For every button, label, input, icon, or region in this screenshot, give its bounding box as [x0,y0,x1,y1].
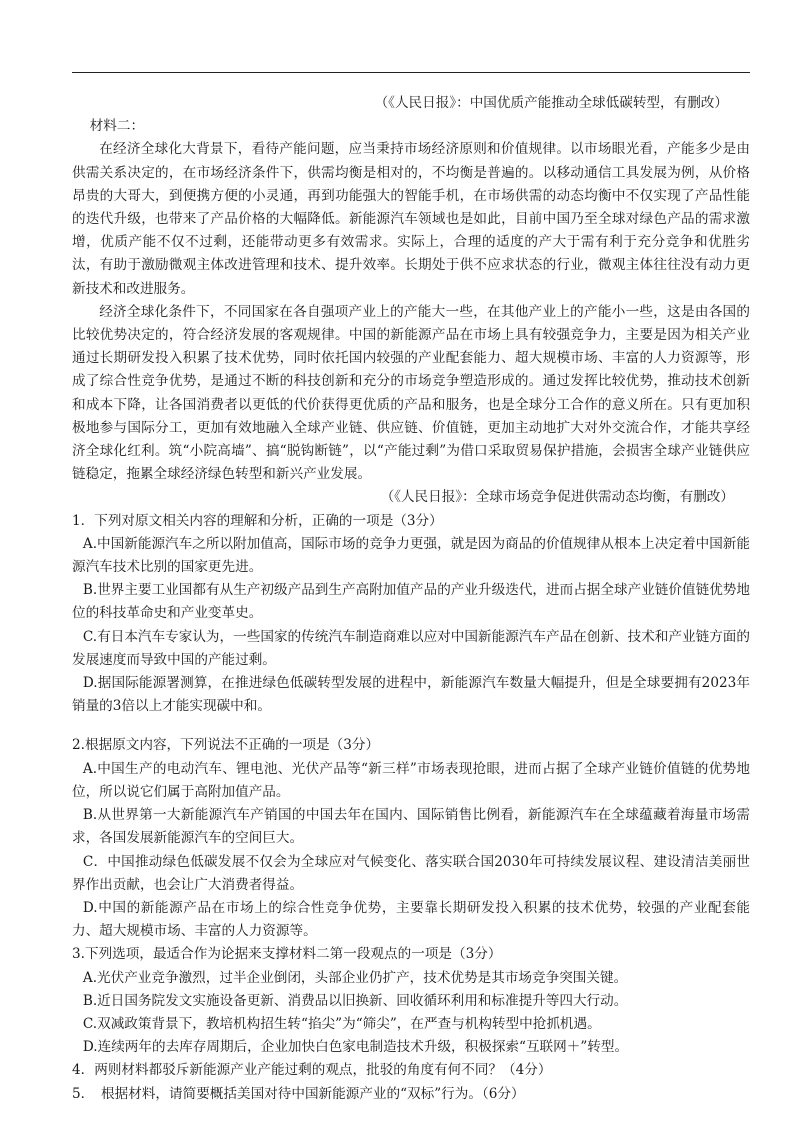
document-body [72,92,750,1106]
spacer [72,718,750,734]
material2-label: 材料二： [89,118,145,135]
question-1 [72,510,750,719]
header-rule [72,72,750,73]
option-a: A.中国新能源汽车之所以附加值高，国际市场的竞争力更强，就是因为商品的价值规律从根本上决定着中国新能源汽车技术比别的国家更先进。 [72,535,750,576]
source-citation-2: （《人民日报》：全球市场竞争促进供需动态均衡，有删改） [380,489,734,506]
option-c: C．中国推动绿色低碳发展不仅会为全球应对气候变化、落实联合国2030年可持续发展议程、建设清洁美丽世界作出贡献，也会让广大消费者得益。 [72,853,750,893]
option-d: D.连续两年的去库存周期后，企业加快白色家电制造技术升级，积极探索“互联网＋”转型。 [82,1039,629,1056]
question-4-stem: 4．两则材料都驳斥新能源产业产能过剩的观点，批驳的角度有何不同？（4分） [72,1062,552,1079]
question-2 [72,734,750,943]
option-d: D.中国的新能源产品在市场上的综合性竞争优势，主要靠长期研发投入积累的技术优势，较强的产业配套能力、超大规模市场、丰富的人力资源等。 [72,899,750,940]
option-a: A.中国生产的电动汽车、锂电池、光伏产品等“新三样”市场表现抢眼，进而占据了全球产业链价值链的优势地位，所以说它们属于高附加值产品。 [72,760,750,800]
option-a: A.光伏产业竞争激烈，过半企业倒闭，头部企业仍扩产，技术优势是其市场竞争突围关键。 [82,969,628,986]
option-b: B.从世界第一大新能源汽车产销国的中国去年在国内、国际销售比例看，新能源汽车在全球蕴藏着海量市场需求，各国发展新能源汽车的空间巨大。 [72,807,750,847]
material2-paragraph-2: 经济全球化条件下，不同国家在各自强项产业上的产能大一些，在其他产业上的产能小一些，这是由各国的比较优势决定的，符合经济发展的客观规律。中国的新能源产品在市场上具有较强竞争力，主要是因为相关产业通过长期研发投入积累了技术优势，同时依托国内较强的产业配套能力、超大规模市场、丰富的人力资源等，形成了综合性竞争优势，是通过不断的科技创新和充分的市场竞争塑造形成的。通过发挥比较优势，推动技术创新和成本下降，让各国消费者以更低的代价获得更优质的产品和服务，也是全球分工合作的意义所在。只有更加积极地参与国际分工，更加有效地融入全球产业链、供应链、价值链，更加主动地扩大对外交流合作，才能共享经济全球化红利。筑“小院高墙”、搞“脱钩断链”，以“产能过剩”为借口采取贸易保护措施，会损害全球产业链供应链稳定，拖累全球经济绿色转型和新兴产业发展。 [72,303,750,483]
option-b: B.世界主要工业国都有从生产初级产品到生产高附加值产品的产业升级迭代，进而占据全球产业链价值链优势地位的科技革命史和产业变革史。 [72,582,750,622]
option-b: B.近日国务院发文实施设备更新、消费品以旧换新、回收循环利用和标准提升等四大行动。 [82,992,628,1009]
question-5-stem: 5． 根据材料，请简要概括美国对待中国新能源产业的“双标”行为。（6分） [72,1085,525,1102]
question-stem: 1．下列对原文相关内容的理解和分析，正确的一项是（3分） [72,512,443,529]
question-stem: 3.下列选项，最适合作为论据来支撑材料二第一段观点的一项是（3分） [72,946,502,963]
question-stem: 2.根据原文内容，下列说法不正确的一项是（3分） [72,737,380,754]
material2-paragraph-1: 在经济全球化大背景下，看待产能问题，应当秉持市场经济原则和价值规律。以市场眼光看，产能多少是由供需关系决定的，在市场经济条件下，供需均衡是相对的，不均衡是普遍的。以移动通信工具发展为例，从价格昂贵的大哥大，到便携方便的小灵通，再到功能强大的智能手机，在市场供需的动态均衡中不仅实现了产品性能的迭代升级，也带来了产品价格的大幅降低。新能源汽车领域也是如此，目前中国乃至全球对绿色产品的需求激增，优质产能不仅不过剩，还能带动更多有效需求。实际上，合理的适度的产大于需有利于充分竞争和优胜劣汰，有助于激励微观主体改进管理和技术、提升效率。长期处于供不应求状态的行业，微观主体往往没有动力更新技术和改进服务。 [72,141,750,297]
option-c: C.双减政策背景下，教培机构招生转“掐尖”为“筛尖”，在严查与机构转型中抢抓机遇。 [82,1015,601,1032]
option-c: C.有日本汽车专家认为，一些国家的传统汽车制造商难以应对中国新能源汽车产品在创新、技术和产业链方面的发展速度而导致中国的产能过剩。 [72,628,750,668]
question-3 [72,943,750,1059]
option-d: D.据国际能源署测算，在推进绿色低碳转型发展的进程中，新能源汽车数量大幅提升，但是全球要拥有2023年销量的3倍以上才能实现碳中和。 [72,675,750,715]
source-citation-1: （《人民日报》：中国优质产能推动全球低碳转型，有删改） [374,95,728,111]
